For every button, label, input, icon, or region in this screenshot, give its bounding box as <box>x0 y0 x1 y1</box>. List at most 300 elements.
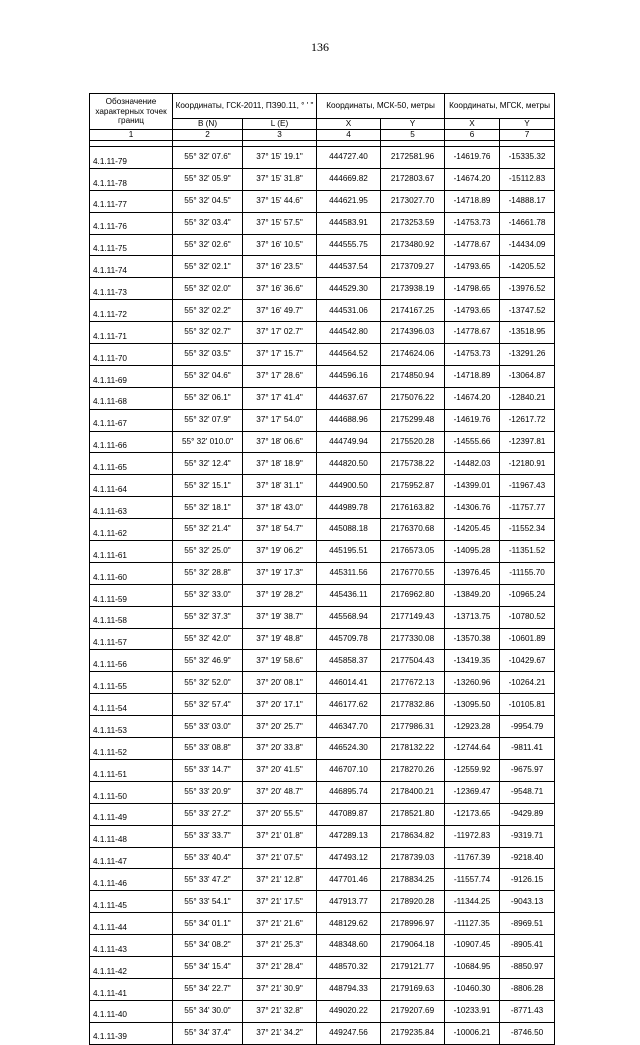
cell-mgsk-x: -12923.28 <box>445 716 500 738</box>
cell-point-id: 4.1.11-46 <box>90 869 173 891</box>
cell-point-id: 4.1.11-44 <box>90 913 173 935</box>
cell-l-e: 37° 19' 17.3" <box>243 562 317 584</box>
cell-b-n: 55° 32' 18.1" <box>173 497 243 519</box>
cell-mgsk-x: -12744.64 <box>445 738 500 760</box>
cell-b-n: 55° 32' 42.0" <box>173 628 243 650</box>
cell-b-n: 55° 33' 54.1" <box>173 891 243 913</box>
cell-l-e: 37° 17' 54.0" <box>243 409 317 431</box>
cell-msk-x: 444820.50 <box>317 453 381 475</box>
cell-mgsk-x: -14482.03 <box>445 453 500 475</box>
cell-l-e: 37° 19' 48.8" <box>243 628 317 650</box>
cell-mgsk-y: -11155.70 <box>500 562 555 584</box>
cell-mgsk-y: -10965.24 <box>500 584 555 606</box>
cell-mgsk-y: -9218.40 <box>500 847 555 869</box>
cell-b-n: 55° 32' 04.5" <box>173 190 243 212</box>
cell-mgsk-y: -12840.21 <box>500 387 555 409</box>
cell-l-e: 37° 18' 43.0" <box>243 497 317 519</box>
header-col-number: 1 <box>90 130 173 141</box>
cell-l-e: 37° 20' 55.5" <box>243 803 317 825</box>
cell-mgsk-x: -13095.50 <box>445 694 500 716</box>
cell-msk-x: 444688.96 <box>317 409 381 431</box>
cell-msk-y: 2176770.55 <box>381 562 445 584</box>
cell-msk-x: 445858.37 <box>317 650 381 672</box>
cell-l-e: 37° 17' 28.6" <box>243 365 317 387</box>
cell-point-id: 4.1.11-53 <box>90 716 173 738</box>
cell-l-e: 37° 17' 15.7" <box>243 344 317 366</box>
cell-l-e: 37° 20' 33.8" <box>243 738 317 760</box>
cell-l-e: 37° 15' 31.8" <box>243 168 317 190</box>
cell-mgsk-y: -12397.81 <box>500 431 555 453</box>
cell-msk-y: 2179064.18 <box>381 935 445 957</box>
cell-b-n: 55° 32' 21.4" <box>173 519 243 541</box>
cell-point-id: 4.1.11-71 <box>90 322 173 344</box>
cell-point-id: 4.1.11-50 <box>90 781 173 803</box>
cell-point-id: 4.1.11-58 <box>90 606 173 628</box>
cell-msk-x: 446177.62 <box>317 694 381 716</box>
cell-point-id: 4.1.11-45 <box>90 891 173 913</box>
header-point-designation: Обозначение характерных точек границ <box>90 94 173 130</box>
cell-point-id: 4.1.11-72 <box>90 300 173 322</box>
cell-point-id: 4.1.11-75 <box>90 234 173 256</box>
cell-point-id: 4.1.11-49 <box>90 803 173 825</box>
cell-l-e: 37° 16' 49.7" <box>243 300 317 322</box>
cell-l-e: 37° 19' 28.2" <box>243 584 317 606</box>
cell-mgsk-x: -14619.76 <box>445 147 500 169</box>
cell-msk-y: 2172803.67 <box>381 168 445 190</box>
cell-b-n: 55° 32' 46.9" <box>173 650 243 672</box>
cell-mgsk-x: -11767.39 <box>445 847 500 869</box>
cell-msk-x: 444596.16 <box>317 365 381 387</box>
table-row <box>90 147 555 169</box>
cell-l-e: 37° 15' 57.5" <box>243 212 317 234</box>
table-row <box>90 869 555 891</box>
table-row <box>90 781 555 803</box>
cell-l-e: 37° 18' 18.9" <box>243 453 317 475</box>
coordinates-table <box>89 93 555 1045</box>
cell-msk-x: 447493.12 <box>317 847 381 869</box>
cell-point-id: 4.1.11-54 <box>90 694 173 716</box>
cell-msk-x: 445195.51 <box>317 541 381 563</box>
cell-mgsk-x: -14399.01 <box>445 475 500 497</box>
cell-msk-x: 444637.67 <box>317 387 381 409</box>
cell-msk-y: 2179207.69 <box>381 1000 445 1022</box>
cell-point-id: 4.1.11-68 <box>90 387 173 409</box>
cell-point-id: 4.1.11-62 <box>90 519 173 541</box>
cell-point-id: 4.1.11-56 <box>90 650 173 672</box>
cell-msk-y: 2174624.06 <box>381 344 445 366</box>
cell-msk-x: 448794.33 <box>317 978 381 1000</box>
table-row <box>90 497 555 519</box>
cell-msk-y: 2178521.80 <box>381 803 445 825</box>
cell-msk-y: 2179235.84 <box>381 1022 445 1044</box>
cell-msk-x: 445311.56 <box>317 562 381 584</box>
cell-l-e: 37° 19' 06.2" <box>243 541 317 563</box>
table-row <box>90 322 555 344</box>
cell-point-id: 4.1.11-48 <box>90 825 173 847</box>
table-row <box>90 913 555 935</box>
cell-mgsk-x: -10460.30 <box>445 978 500 1000</box>
cell-msk-y: 2178634.82 <box>381 825 445 847</box>
cell-b-n: 55° 32' 03.5" <box>173 344 243 366</box>
cell-mgsk-x: -11127.35 <box>445 913 500 935</box>
cell-mgsk-x: -14753.73 <box>445 212 500 234</box>
cell-l-e: 37° 21' 25.3" <box>243 935 317 957</box>
cell-b-n: 55° 32' 02.6" <box>173 234 243 256</box>
cell-b-n: 55° 33' 47.2" <box>173 869 243 891</box>
cell-msk-y: 2173253.59 <box>381 212 445 234</box>
cell-mgsk-x: -14095.28 <box>445 541 500 563</box>
cell-l-e: 37° 21' 28.4" <box>243 956 317 978</box>
cell-msk-y: 2174850.94 <box>381 365 445 387</box>
cell-mgsk-x: -13260.96 <box>445 672 500 694</box>
cell-msk-x: 446895.74 <box>317 781 381 803</box>
cell-l-e: 37° 16' 23.5" <box>243 256 317 278</box>
cell-b-n: 55° 33' 20.9" <box>173 781 243 803</box>
header-col-number: 5 <box>381 130 445 141</box>
cell-mgsk-x: -14674.20 <box>445 387 500 409</box>
cell-msk-x: 447089.87 <box>317 803 381 825</box>
cell-mgsk-y: -10264.21 <box>500 672 555 694</box>
cell-b-n: 55° 32' 07.6" <box>173 147 243 169</box>
cell-msk-x: 445568.94 <box>317 606 381 628</box>
cell-mgsk-y: -14205.52 <box>500 256 555 278</box>
cell-mgsk-x: -14778.67 <box>445 322 500 344</box>
cell-msk-y: 2173027.70 <box>381 190 445 212</box>
cell-msk-x: 449247.56 <box>317 1022 381 1044</box>
cell-b-n: 55° 32' 28.8" <box>173 562 243 584</box>
table-row <box>90 453 555 475</box>
cell-msk-x: 444531.06 <box>317 300 381 322</box>
cell-msk-y: 2174396.03 <box>381 322 445 344</box>
cell-l-e: 37° 17' 02.7" <box>243 322 317 344</box>
cell-msk-y: 2178739.03 <box>381 847 445 869</box>
cell-msk-x: 444727.40 <box>317 147 381 169</box>
cell-mgsk-y: -9811.41 <box>500 738 555 760</box>
table-row <box>90 606 555 628</box>
cell-mgsk-x: -14778.67 <box>445 234 500 256</box>
cell-mgsk-y: -8806.28 <box>500 978 555 1000</box>
cell-l-e: 37° 19' 38.7" <box>243 606 317 628</box>
cell-point-id: 4.1.11-66 <box>90 431 173 453</box>
cell-msk-y: 2178400.21 <box>381 781 445 803</box>
cell-mgsk-y: -13976.52 <box>500 278 555 300</box>
table-row <box>90 387 555 409</box>
cell-l-e: 37° 15' 44.6" <box>243 190 317 212</box>
cell-point-id: 4.1.11-40 <box>90 1000 173 1022</box>
table-row <box>90 935 555 957</box>
cell-mgsk-y: -10601.89 <box>500 628 555 650</box>
cell-mgsk-y: -9043.13 <box>500 891 555 913</box>
cell-msk-y: 2177504.43 <box>381 650 445 672</box>
cell-mgsk-x: -14718.89 <box>445 365 500 387</box>
cell-mgsk-y: -9675.97 <box>500 759 555 781</box>
table-row <box>90 803 555 825</box>
cell-mgsk-x: -14674.20 <box>445 168 500 190</box>
cell-l-e: 37° 20' 08.1" <box>243 672 317 694</box>
cell-mgsk-y: -13747.52 <box>500 300 555 322</box>
cell-msk-x: 446014.41 <box>317 672 381 694</box>
cell-msk-y: 2178132.22 <box>381 738 445 760</box>
cell-msk-y: 2179169.63 <box>381 978 445 1000</box>
cell-point-id: 4.1.11-55 <box>90 672 173 694</box>
cell-mgsk-x: -14306.76 <box>445 497 500 519</box>
table-row <box>90 847 555 869</box>
cell-mgsk-y: -15112.83 <box>500 168 555 190</box>
cell-msk-y: 2175738.22 <box>381 453 445 475</box>
cell-mgsk-x: -11972.83 <box>445 825 500 847</box>
cell-msk-y: 2177986.31 <box>381 716 445 738</box>
cell-l-e: 37° 20' 41.5" <box>243 759 317 781</box>
cell-point-id: 4.1.11-64 <box>90 475 173 497</box>
cell-point-id: 4.1.11-47 <box>90 847 173 869</box>
cell-mgsk-y: -13064.87 <box>500 365 555 387</box>
table-row <box>90 759 555 781</box>
header-col-number: 6 <box>445 130 500 141</box>
cell-mgsk-x: -14619.76 <box>445 409 500 431</box>
cell-b-n: 55° 32' 37.3" <box>173 606 243 628</box>
cell-mgsk-x: -12559.92 <box>445 759 500 781</box>
cell-msk-y: 2177672.13 <box>381 672 445 694</box>
cell-b-n: 55° 32' 010.0" <box>173 431 243 453</box>
header-col-number: 3 <box>243 130 317 141</box>
cell-point-id: 4.1.11-59 <box>90 584 173 606</box>
cell-b-n: 55° 34' 30.0" <box>173 1000 243 1022</box>
cell-point-id: 4.1.11-70 <box>90 344 173 366</box>
cell-l-e: 37° 21' 07.5" <box>243 847 317 869</box>
cell-msk-x: 448570.32 <box>317 956 381 978</box>
cell-point-id: 4.1.11-60 <box>90 562 173 584</box>
cell-mgsk-x: -14793.65 <box>445 256 500 278</box>
header-gsk-coordinates: Координаты, ГСК-2011, ПЗ90.11, ° ' " <box>173 94 317 119</box>
cell-l-e: 37° 21' 32.8" <box>243 1000 317 1022</box>
cell-b-n: 55° 34' 37.4" <box>173 1022 243 1044</box>
cell-b-n: 55° 34' 15.4" <box>173 956 243 978</box>
cell-point-id: 4.1.11-78 <box>90 168 173 190</box>
cell-l-e: 37° 21' 17.5" <box>243 891 317 913</box>
cell-msk-x: 447701.46 <box>317 869 381 891</box>
cell-msk-x: 444989.78 <box>317 497 381 519</box>
cell-mgsk-y: -10429.67 <box>500 650 555 672</box>
cell-b-n: 55° 32' 07.9" <box>173 409 243 431</box>
table-row <box>90 956 555 978</box>
cell-mgsk-y: -8746.50 <box>500 1022 555 1044</box>
cell-point-id: 4.1.11-43 <box>90 935 173 957</box>
cell-l-e: 37° 18' 06.6" <box>243 431 317 453</box>
cell-b-n: 55° 32' 52.0" <box>173 672 243 694</box>
cell-b-n: 55° 32' 06.1" <box>173 387 243 409</box>
cell-l-e: 37° 18' 31.1" <box>243 475 317 497</box>
cell-msk-y: 2173938.19 <box>381 278 445 300</box>
cell-l-e: 37° 21' 21.6" <box>243 913 317 935</box>
table-row <box>90 365 555 387</box>
header-msk-y: Y <box>381 119 445 130</box>
cell-msk-x: 448129.62 <box>317 913 381 935</box>
header-mgsk-x: X <box>445 119 500 130</box>
cell-mgsk-y: -14661.78 <box>500 212 555 234</box>
cell-mgsk-y: -9126.15 <box>500 869 555 891</box>
table-row <box>90 650 555 672</box>
cell-l-e: 37° 21' 30.9" <box>243 978 317 1000</box>
cell-mgsk-y: -8905.41 <box>500 935 555 957</box>
cell-mgsk-x: -13849.20 <box>445 584 500 606</box>
cell-mgsk-y: -12617.72 <box>500 409 555 431</box>
cell-point-id: 4.1.11-39 <box>90 1022 173 1044</box>
cell-mgsk-x: -14753.73 <box>445 344 500 366</box>
cell-msk-y: 2178834.25 <box>381 869 445 891</box>
cell-mgsk-x: -13713.75 <box>445 606 500 628</box>
cell-msk-y: 2175952.87 <box>381 475 445 497</box>
table-row <box>90 716 555 738</box>
cell-mgsk-x: -10006.21 <box>445 1022 500 1044</box>
table-row <box>90 409 555 431</box>
cell-mgsk-y: -11967.43 <box>500 475 555 497</box>
cell-l-e: 37° 19' 58.6" <box>243 650 317 672</box>
cell-point-id: 4.1.11-52 <box>90 738 173 760</box>
cell-mgsk-x: -10684.95 <box>445 956 500 978</box>
cell-mgsk-y: -9548.71 <box>500 781 555 803</box>
cell-msk-x: 447289.13 <box>317 825 381 847</box>
cell-point-id: 4.1.11-67 <box>90 409 173 431</box>
cell-b-n: 55° 32' 02.2" <box>173 300 243 322</box>
cell-msk-x: 445436.11 <box>317 584 381 606</box>
cell-msk-x: 446524.30 <box>317 738 381 760</box>
cell-msk-x: 447913.77 <box>317 891 381 913</box>
cell-point-id: 4.1.11-61 <box>90 541 173 563</box>
table-row <box>90 431 555 453</box>
cell-msk-y: 2176573.05 <box>381 541 445 563</box>
table-row <box>90 278 555 300</box>
cell-msk-y: 2175076.22 <box>381 387 445 409</box>
cell-mgsk-x: -14793.65 <box>445 300 500 322</box>
cell-msk-x: 444529.30 <box>317 278 381 300</box>
table-row <box>90 234 555 256</box>
cell-point-id: 4.1.11-57 <box>90 628 173 650</box>
cell-msk-y: 2177330.08 <box>381 628 445 650</box>
cell-b-n: 55° 32' 04.6" <box>173 365 243 387</box>
cell-msk-x: 444621.95 <box>317 190 381 212</box>
cell-msk-y: 2176163.82 <box>381 497 445 519</box>
cell-msk-x: 445088.18 <box>317 519 381 541</box>
cell-b-n: 55° 33' 14.7" <box>173 759 243 781</box>
table-row <box>90 519 555 541</box>
cell-point-id: 4.1.11-42 <box>90 956 173 978</box>
cell-b-n: 55° 34' 08.2" <box>173 935 243 957</box>
cell-msk-y: 2174167.25 <box>381 300 445 322</box>
table-row <box>90 541 555 563</box>
cell-mgsk-y: -12180.91 <box>500 453 555 475</box>
cell-point-id: 4.1.11-41 <box>90 978 173 1000</box>
cell-l-e: 37° 20' 48.7" <box>243 781 317 803</box>
table-row <box>90 562 555 584</box>
cell-msk-y: 2176962.80 <box>381 584 445 606</box>
header-mgsk-coordinates: Координаты, МГСК, метры <box>445 94 555 119</box>
cell-b-n: 55° 32' 03.4" <box>173 212 243 234</box>
cell-b-n: 55° 33' 33.7" <box>173 825 243 847</box>
cell-msk-x: 449020.22 <box>317 1000 381 1022</box>
cell-msk-y: 2175299.48 <box>381 409 445 431</box>
cell-b-n: 55° 33' 40.4" <box>173 847 243 869</box>
cell-point-id: 4.1.11-65 <box>90 453 173 475</box>
header-b-n: B (N) <box>173 119 243 130</box>
cell-point-id: 4.1.11-69 <box>90 365 173 387</box>
cell-msk-x: 444669.82 <box>317 168 381 190</box>
cell-msk-x: 444564.52 <box>317 344 381 366</box>
cell-mgsk-x: -13976.45 <box>445 562 500 584</box>
table-row <box>90 694 555 716</box>
header-msk-x: X <box>317 119 381 130</box>
table-row <box>90 738 555 760</box>
cell-l-e: 37° 17' 41.4" <box>243 387 317 409</box>
cell-msk-y: 2178996.97 <box>381 913 445 935</box>
cell-l-e: 37° 18' 54.7" <box>243 519 317 541</box>
cell-mgsk-x: -14555.66 <box>445 431 500 453</box>
cell-b-n: 55° 34' 22.7" <box>173 978 243 1000</box>
cell-mgsk-x: -11344.25 <box>445 891 500 913</box>
cell-b-n: 55° 33' 27.2" <box>173 803 243 825</box>
cell-l-e: 37° 21' 01.8" <box>243 825 317 847</box>
cell-mgsk-y: -13518.95 <box>500 322 555 344</box>
cell-msk-x: 444583.91 <box>317 212 381 234</box>
cell-mgsk-x: -12369.47 <box>445 781 500 803</box>
cell-l-e: 37° 21' 34.2" <box>243 1022 317 1044</box>
table-row <box>90 825 555 847</box>
cell-msk-x: 444900.50 <box>317 475 381 497</box>
cell-mgsk-x: -12173.65 <box>445 803 500 825</box>
cell-b-n: 55° 32' 12.4" <box>173 453 243 475</box>
cell-mgsk-y: -10105.81 <box>500 694 555 716</box>
table-row <box>90 978 555 1000</box>
header-col-number: 2 <box>173 130 243 141</box>
cell-mgsk-x: -14798.65 <box>445 278 500 300</box>
cell-mgsk-y: -11351.52 <box>500 541 555 563</box>
table-row <box>90 672 555 694</box>
cell-mgsk-y: -14434.09 <box>500 234 555 256</box>
cell-point-id: 4.1.11-63 <box>90 497 173 519</box>
table-row <box>90 212 555 234</box>
cell-point-id: 4.1.11-76 <box>90 212 173 234</box>
header-col-number: 4 <box>317 130 381 141</box>
cell-msk-x: 445709.78 <box>317 628 381 650</box>
cell-msk-y: 2178270.26 <box>381 759 445 781</box>
table-row <box>90 628 555 650</box>
table-row <box>90 584 555 606</box>
header-l-e: L (E) <box>243 119 317 130</box>
cell-mgsk-y: -8850.97 <box>500 956 555 978</box>
cell-msk-y: 2177149.43 <box>381 606 445 628</box>
cell-b-n: 55° 32' 33.0" <box>173 584 243 606</box>
cell-b-n: 55° 32' 25.0" <box>173 541 243 563</box>
cell-msk-x: 446347.70 <box>317 716 381 738</box>
cell-msk-y: 2178920.28 <box>381 891 445 913</box>
cell-mgsk-y: -9429.89 <box>500 803 555 825</box>
cell-b-n: 55° 32' 02.1" <box>173 256 243 278</box>
cell-mgsk-x: -14205.45 <box>445 519 500 541</box>
table-row <box>90 1022 555 1044</box>
table-row <box>90 168 555 190</box>
cell-b-n: 55° 32' 02.7" <box>173 322 243 344</box>
cell-msk-y: 2179121.77 <box>381 956 445 978</box>
cell-msk-y: 2172581.96 <box>381 147 445 169</box>
cell-mgsk-y: -14888.17 <box>500 190 555 212</box>
cell-mgsk-x: -11557.74 <box>445 869 500 891</box>
cell-point-id: 4.1.11-77 <box>90 190 173 212</box>
cell-mgsk-x: -13570.38 <box>445 628 500 650</box>
cell-mgsk-y: -11757.77 <box>500 497 555 519</box>
cell-point-id: 4.1.11-74 <box>90 256 173 278</box>
cell-point-id: 4.1.11-51 <box>90 759 173 781</box>
table-row <box>90 344 555 366</box>
cell-mgsk-y: -10780.52 <box>500 606 555 628</box>
